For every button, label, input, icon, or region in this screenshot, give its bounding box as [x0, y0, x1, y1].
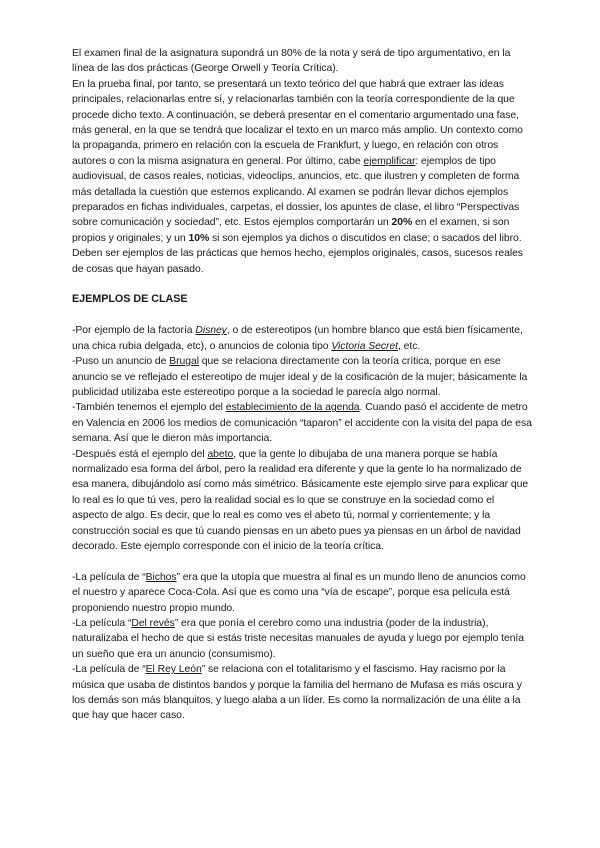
intro-paragraph-examples — [72, 246, 532, 277]
example-abeto-text-a: -Después está el ejemplo del — [72, 448, 208, 460]
percent-20: 20% — [391, 217, 413, 229]
link-disney[interactable]: Disney — [195, 325, 227, 337]
example-abeto-text-b: , que la gente lo dibujaba de una manera porque se había normalizado esa forma del árbol, pero la realidad era diferente y que la gente lo ha normalizado de esa manera, dibujándolo así como más simétrico. Básicamente este ejemplo sirve para explicar que lo real es lo que tú ves, pero la realidad social es lo que se construye en la sociedad como el aspecto de algo. Es decir, que lo real es como ves el abeto tú, normal y corrientemente; y la construcción social es que tú cuando piensas en un abeto pues ya piensas en un árbol de navidad decorado. Este ejemplo corresponde con el inicio de la teoría crítica. — [72, 448, 529, 552]
film-bichos — [72, 570, 532, 616]
intro-text-2b: : ejemplos de tipo audiovisual, de casos reales, noticias, videoclips, anuncios, etc. que ilustren y completen de forma más detallada la cuestión que estemos explicando. Al examen se podrán llevar dichos ejemplos preparados en fichas individuales, carpetas, el dossier, los apuntes de clase, el libro “Perspectivas sobre comunicación y sociedad”, etc. Estos ejemplos comportarán un — [72, 155, 520, 229]
example-disney-text-b: , o de estereotipos (un hombre blanco que está bien físicamente, una chica rubia delgada, etc), o anuncios de colonia tipo — [72, 325, 523, 352]
section-heading: EJEMPLOS DE CLASE — [72, 293, 188, 306]
link-ejemplificar[interactable]: ejemplificar — [363, 155, 416, 167]
intro-paragraph-exam — [72, 46, 532, 77]
film-del-reves-text-a: -La película “ — [72, 617, 132, 629]
link-establecimiento-agenda[interactable]: establecimiento de la agenda — [225, 402, 360, 414]
intro-text-1: El examen final de la asignatura supondrá un 80% de la nota y será de tipo argumentativo, en la línea de las dos prácticas (George Orwell y Teoría Crítica). — [72, 48, 511, 75]
intro-text-2c: en el examen, si son propios y originales; y un — [72, 217, 510, 244]
link-brugal[interactable]: Brugal — [169, 356, 199, 368]
film-rey-leon — [72, 662, 532, 724]
intro-text-2d: si son ejemplos ya dichos o discutidos en clase; o sacados del libro. — [209, 232, 522, 244]
film-rey-leon-text-b: ” se relaciona con el totalitarismo y el fascismo. Hay racismo por la música que usaba de distintos bandos y porque la familia del hermano de Mufasa es más oscura y los demás son más blanquitos, y luego alaba a un líder. Es como la normalización de una élite a la que hay que hacer caso. — [72, 664, 522, 722]
example-brugal-text-a: -Puso un anuncio de — [72, 356, 170, 368]
example-agenda — [72, 400, 532, 446]
intro-text-3: Deben ser ejemplos de las prácticas que hemos hecho, ejemplos originales, casos, sucesos reales de cosas que hayan pasado. — [72, 248, 523, 275]
example-disney — [72, 323, 532, 354]
film-bichos-text-a: -La película de “ — [72, 571, 146, 583]
link-bichos[interactable]: Bichos — [145, 571, 177, 583]
link-el-rey-leon[interactable]: El Rey León — [145, 664, 202, 676]
example-agenda-text-a: -También tenemos el ejemplo del — [72, 402, 226, 414]
film-bichos-text-b: ” era que la utopía que muestra al final es un mundo lleno de anuncios como el nuestro y aparece Coca-Cola. Así que es como una “vía de escape”, porque esa película está proponiendo nuestro propio mundo. — [72, 571, 526, 614]
film-rey-leon-text-a: -La película de “ — [72, 664, 146, 676]
example-disney-text-a: -Por ejemplo de la factoría — [72, 325, 196, 337]
example-abeto — [72, 447, 532, 555]
link-victoria-secret[interactable]: Victoria Secret — [331, 340, 398, 352]
spacer — [72, 308, 532, 323]
intro-paragraph-final-test — [72, 77, 532, 246]
example-brugal-text-b: que se relaciona directamente con la teoría crítica, porque en ese anuncio se ve reflejado el estereotipo de mujer ideal y de la cosificación de la mujer; básicamente la publicidad utilizaba este estereotipo porque a la sociedad le parecía algo normal. — [72, 356, 528, 398]
example-brugal — [72, 354, 532, 400]
example-agenda-text-b: . Cuando pasó el accidente de metro en Valencia en 2006 los medios de comunicación “taparon” el accidente con la visita del papa de esa semana. Así que le dieron más importancia. — [72, 402, 532, 445]
spacer — [72, 277, 532, 292]
document-page — [72, 46, 532, 724]
example-disney-text-c: , etc. — [398, 340, 421, 352]
spacer — [72, 554, 532, 569]
percent-10: 10% — [188, 232, 210, 244]
link-del-reves[interactable]: Del revés — [131, 617, 175, 629]
link-abeto[interactable]: abeto — [207, 448, 234, 460]
film-del-reves-text-b: ” era que ponía el cerebro como una industria (poder de la industria), naturalizaba el hecho de que si estás triste necesitas manuales de ayuda y luego por ejemplo tenía un sueño que era un anuncio (consumismo). — [72, 617, 525, 660]
film-del-reves — [72, 616, 532, 662]
intro-text-2a: En la prueba final, por tanto, se presentará un texto teórico del que habrá que extraer las ideas principales, relacionarlas entre sí, y relacionarlas también con la teoría correspondiente de la que procede dicho texto. A continuación, se deberá presentar en el comentario argumentado una fase, más general, en la que se tendrá que localizar el texto en un marco más amplio. Un contexto como la propaganda, primero en relación con la escuela de Frankfurt, y luego, en relación con otros autores o con la misma asignatura en general. Por último, cabe — [72, 78, 523, 167]
